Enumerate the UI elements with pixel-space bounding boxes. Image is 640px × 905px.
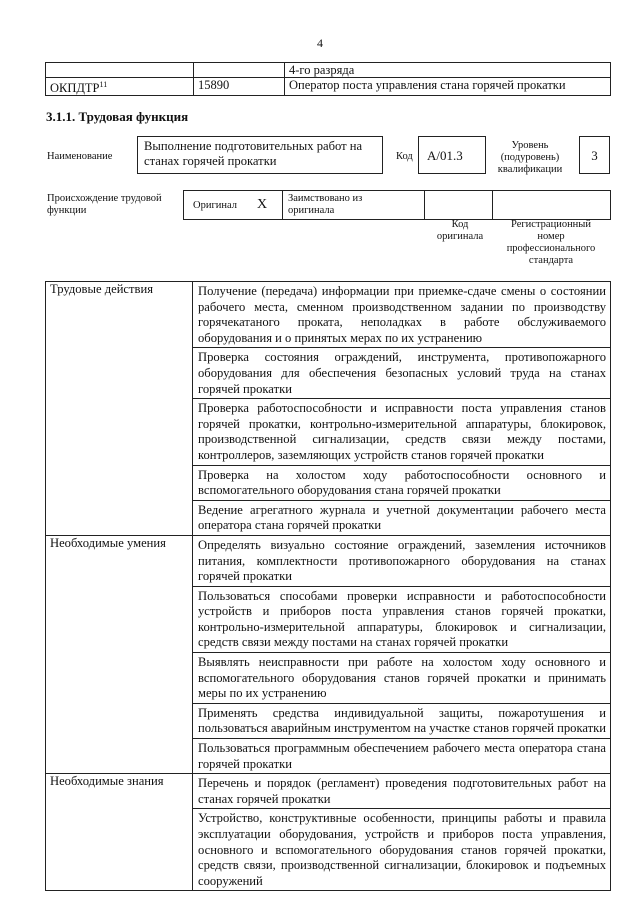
- okpdtr-table: [45, 62, 611, 96]
- table-cell: 4-го разряда: [285, 63, 611, 78]
- table-cell: [194, 63, 285, 78]
- function-table: [45, 281, 611, 891]
- table-cell: [46, 63, 194, 78]
- table-cell: Проверка на холостом ходу работоспособности основного и вспомогательного оборудования стана горячей прокатки: [193, 465, 611, 500]
- table-cell: 15890: [194, 78, 285, 96]
- table-cell: [46, 78, 194, 96]
- code-caption: Код оригинала: [436, 219, 484, 242]
- table-cell: Пользоваться способами проверки исправности и работоспособности устройств и приборов поста управления станов горячей прокатки, контрольно-измерительной аппаратуры, блокировок и сигнализации, средств связи между постами на станах горячей прокатки: [193, 586, 611, 652]
- original-mark: X: [257, 197, 268, 212]
- classifier-code: ОКПДТР: [50, 81, 100, 96]
- table-cell: Определять визуально состояние ограждений, заземления источников питания, комплектности противопожарного оборудования на станах горячей прокатки: [193, 535, 611, 586]
- divider: [282, 191, 283, 219]
- name-label: Наименование: [47, 151, 113, 162]
- table-cell: Выявлять неисправности при работе на холостом ходу основного и вспомогательного оборудования станов горячей прокатки и принимать меры по их устранению: [193, 653, 611, 704]
- borrowed-label: Заимствовано из оригинала: [288, 193, 363, 216]
- page-number: 4: [317, 36, 323, 50]
- section-header-actions: Трудовые действия: [46, 282, 193, 536]
- table-row: [46, 78, 611, 96]
- section-header-skills: Необходимые умения: [46, 535, 193, 773]
- table-cell: Пользоваться программным обеспечением рабочего места оператора стана горячей прокатки: [193, 739, 611, 774]
- function-name: Выполнение подготовительных работ на станах горячей прокатки: [137, 136, 383, 174]
- section-title: 3.1.1. Трудовая функция: [46, 109, 189, 124]
- table-cell: Устройство, конструктивные особенности, принципы работы и правила эксплуатации оборудования, устройств и приборов поста управления, основного и вспомогательного оборудования станов горячей прокатки, средств связи, производственной сигнализации, блокировок и подъемных сооружений: [193, 809, 611, 891]
- function-code: A/01.3: [418, 136, 486, 174]
- level-value: 3: [579, 136, 610, 174]
- table-cell: Проверка работоспособности и исправности поста управления станов горячей прокатки, контрольно-измерительной аппаратуры, блокировок, производственной сигнализации, средств связи между постами, контроллеров, заземляющих устройств станов горячей прокатки: [193, 399, 611, 465]
- footnote-ref: 11: [99, 80, 108, 89]
- table-row: [46, 774, 611, 809]
- divider: [424, 191, 425, 219]
- code-label: Код: [396, 151, 413, 162]
- table-cell: Перечень и порядок (регламент) проведения подготовительных работ на станах горячей прокатки: [193, 774, 611, 809]
- table-cell: Применять средства индивидуальной защиты, пожаротушения и пользоваться аварийным инструментом на участке станов горячей прокатки: [193, 703, 611, 738]
- divider: [492, 191, 493, 219]
- table-cell: Ведение агрегатного журнала и учетной документации рабочего места оператора стана горячей прокатки: [193, 500, 611, 535]
- table-row: [46, 535, 611, 586]
- origin-label: Происхождение трудовой функции: [47, 193, 162, 216]
- reg-caption: Регистрационный номер профессионального стандарта: [506, 219, 596, 266]
- table-row: [46, 63, 611, 78]
- table-cell: Оператор поста управления стана горячей прокатки: [285, 78, 611, 96]
- table-row: [46, 282, 611, 348]
- table-cell: Получение (передача) информации при приемке-сдаче смены о состоянии рабочего места, сменном производственном задании по производству горячекатаного проката, неполадках в работе обслуживаемого оборудования и о принятых мерах по их устранению: [193, 282, 611, 348]
- table-cell: Проверка состояния ограждений, инструмента, противопожарного оборудования для обеспечения безопасных условий труда на станах горячей прокатки: [193, 348, 611, 399]
- original-label: Оригинал: [193, 200, 237, 211]
- level-label: Уровень (подуровень) квалификации: [497, 140, 563, 175]
- section-header-knowledge: Необходимые знания: [46, 774, 193, 891]
- origin-box: [183, 190, 611, 220]
